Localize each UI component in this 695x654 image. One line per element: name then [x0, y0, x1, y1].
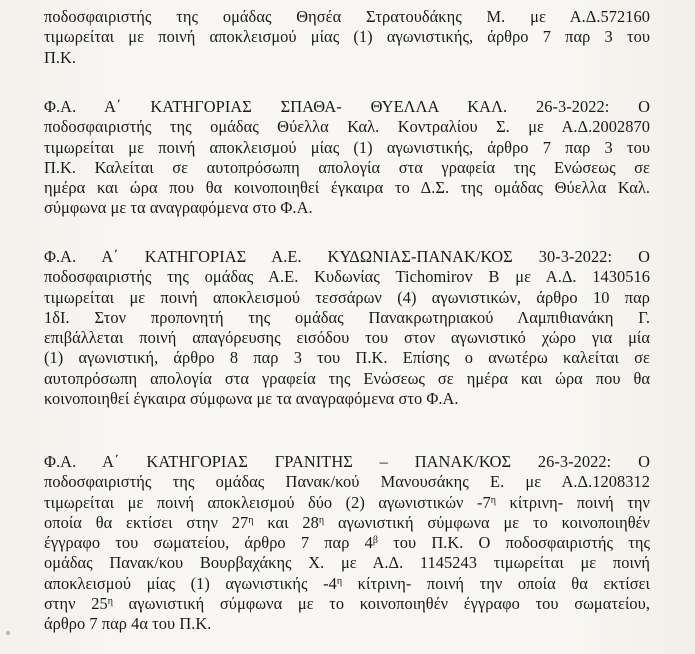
text-line: ποδοσφαιριστής της ομάδας Θύελλα Καλ. Κοντραλίου Σ. με Α.Δ.2002870: [44, 117, 650, 137]
text-line: ημέρα και ώρα που θα κοινοποιηθεί έγκαιρα το Δ.Σ. της ομάδας Θύελλα Καλ.: [44, 178, 650, 198]
paragraph-spatha-thyella: [44, 97, 650, 219]
ordinal-superscript: η: [336, 575, 343, 587]
text-line: τιμωρείται με ποινή αποκλεισμού μίας (1) αγωνιστικής, άρθρο 7 παρ 3 του: [44, 27, 650, 47]
text-line: επιβάλλεται ποινή απαγόρευσης εισόδου του στον αγωνιστικό χώρο για μία: [44, 328, 650, 348]
ordinal-superscript: η: [490, 494, 497, 506]
text-line: άρθρο 7 παρ 4α του Π.Κ.: [44, 614, 212, 634]
text-line: στην $25^\eta$ αγωνιστική σύμφωνα με το κοινοποιηθέν έγγραφο του σωματείου,: [44, 594, 650, 614]
paragraph-kydonias-panakos: [44, 247, 650, 409]
text-line: ποδοσφαιριστής της ομάδας Πανακ/κού Μανουσάκης Ε. με Α.Δ.1208312: [44, 472, 650, 492]
paragraph-heading-line: Φ.Α. Α΄ ΚΑΤΗΓΟΡΙΑΣ ΓΡΑΝΙΤΗΣ – ΠΑΝΑΚ/ΚΟΣ 26-3-2022: Ο: [44, 452, 650, 471]
text-line: 1δΙ. Στον προπονητή της ομάδας Πανακρωτηριακού Λαμπιθιανάκη Γ.: [44, 307, 650, 327]
text-line: (1) αγωνιστική, άρθρο 8 παρ 3 του Π.Κ. Επίσης ο ανωτέρω καλείται σε: [44, 348, 650, 368]
text-line: αποκλεισμού μίας (1) αγωνιστικής $-4^\eta$ κίτρινη- ποινή την οποία θα εκτίσει: [44, 573, 650, 593]
paragraph-heading-line: Φ.Α. Α΄ ΚΑΤΗΓΟΡΙΑΣ ΣΠΑΘΑ- ΘΥΕΛΛΑ ΚΑΛ. 26-3-2022: Ο: [44, 97, 650, 116]
text-line: ομάδας Πανακ/κου Βουρβαχάκης Χ. με Α.Δ. 1145243 τιμωρείται με ποινή: [44, 553, 650, 573]
text-line: έγγραφο του σωματείου, άρθρο 7 παρ $4^\beta$ του Π.Κ. Ο ποδοσφαιριστής της: [44, 533, 650, 553]
text-line: σύμφωνα με τα αναγραφόμενα στο Φ.Α.: [44, 198, 313, 218]
text-line: ποδοσφαιριστής της ομάδας Θησέα Στρατουδάκης Μ. με Α.Δ.572160: [44, 7, 650, 26]
paragraph-thisea-penalty: [44, 7, 650, 68]
text-line: Π.Κ. Καλείται σε αυτοπρόσωπη απολογία στα γραφεία της Ενώσεως σε: [44, 157, 650, 177]
text-line: τιμωρείται με ποινή αποκλεισμού δύο (2) αγωνιστικών $-7^\eta$ κίτρινη- ποινή την: [44, 492, 651, 512]
text-line: τιμωρείται με ποινή αποκλεισμού μίας (1) αγωνιστικής, άρθρο 7 παρ 3 του: [44, 137, 650, 157]
ordinal-superscript: η: [107, 596, 114, 608]
text-line: τιμωρείται με ποινή αποκλεισμού τεσσάρων (4) αγωνιστικών, άρθρο 10 παρ: [44, 287, 650, 307]
ordinal-superscript: η: [318, 514, 325, 526]
text-line: ποδοσφαιριστής της ομάδας Α.Ε. Κυδωνίας Tichomirov B με Α.Δ. 1430516: [44, 267, 650, 287]
ordinal-superscript: η: [248, 514, 254, 526]
ordinal-superscript: β: [372, 535, 378, 547]
text-line: Π.Κ.: [44, 47, 77, 67]
paragraph-heading-line: Φ.Α. Α΄ ΚΑΤΗΓΟΡΙΑΣ Α.Ε. ΚΥΔΩΝΙΑΣ-ΠΑΝΑΚ/ΚΟΣ 30-3-2022: Ο: [44, 247, 650, 266]
paragraph-granitis-panakos: [44, 452, 650, 635]
text-line: αυτοπρόσωπη απολογία στα γραφεία της Ενώσεως σε ημέρα και ώρα που θα: [44, 368, 650, 388]
text-line: κοινοποιηθεί έγκαιρα σύμφωνα με τα αναγραφόμενα στο Φ.Α.: [44, 389, 459, 409]
scan-speck: [6, 631, 10, 635]
text-line: οποία θα εκτίσει στην $27^\eta$ και $28^\eta$ αγωνιστική σύμφωνα με το κοινοποιηθέν: [44, 512, 650, 532]
